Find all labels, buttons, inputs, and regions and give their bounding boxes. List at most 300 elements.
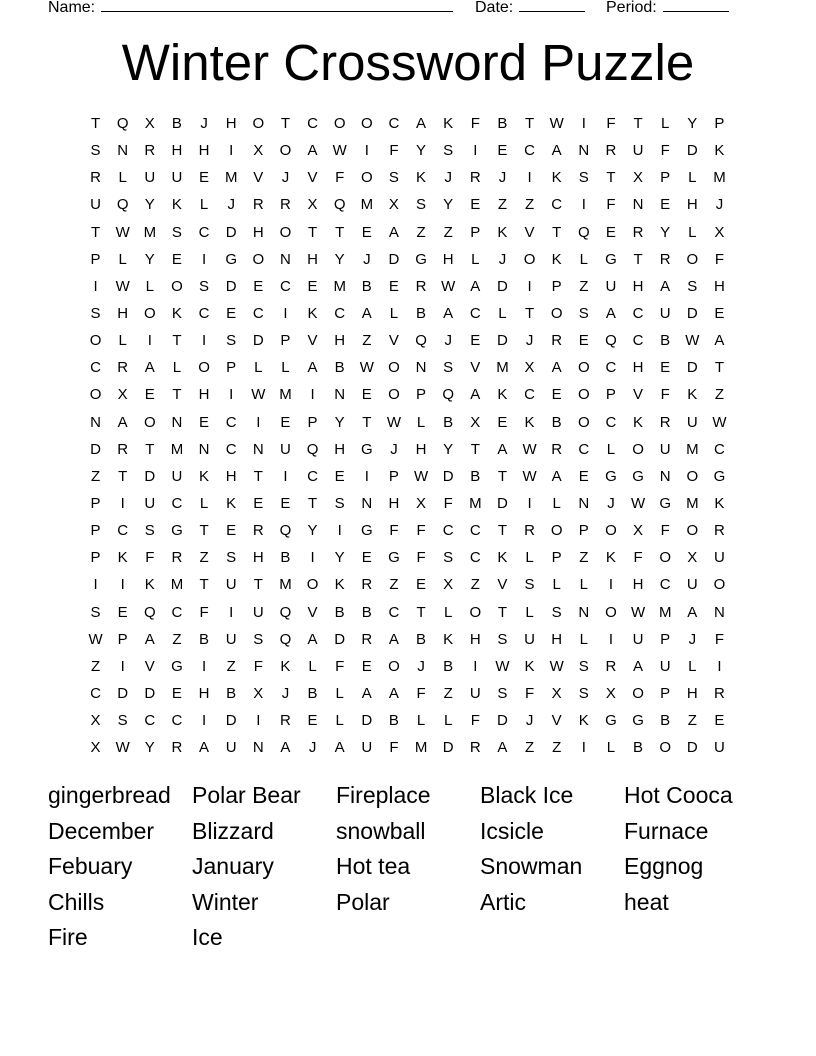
grid-letter[interactable]: S xyxy=(90,142,101,160)
grid-letter[interactable]: D xyxy=(225,712,237,730)
grid-letter[interactable]: I xyxy=(283,304,288,322)
grid-letter[interactable]: A xyxy=(307,142,318,160)
grid-letter[interactable]: I xyxy=(608,630,614,648)
grid-letter[interactable]: N xyxy=(659,467,671,485)
grid-letter[interactable]: L xyxy=(254,359,263,377)
grid-letter[interactable]: E xyxy=(307,277,318,295)
grid-letter[interactable]: W xyxy=(413,467,429,485)
grid-letter[interactable]: I xyxy=(201,657,207,675)
grid-letter[interactable]: W xyxy=(495,657,510,675)
grid-letter[interactable]: S xyxy=(497,684,508,702)
grid-letter[interactable]: J xyxy=(444,169,452,187)
grid-letter[interactable]: Z xyxy=(714,386,725,404)
grid-letter[interactable]: C xyxy=(117,522,129,540)
grid-letter[interactable]: D xyxy=(361,712,373,730)
grid-letter[interactable]: O xyxy=(360,169,373,187)
grid-letter[interactable]: B xyxy=(334,603,345,621)
grid-letter[interactable]: L xyxy=(281,359,290,377)
grid-letter[interactable]: E xyxy=(714,712,725,730)
grid-letter[interactable]: E xyxy=(117,603,128,621)
grid-letter[interactable]: I xyxy=(364,142,369,160)
grid-letter[interactable]: E xyxy=(199,169,210,187)
grid-letter[interactable]: A xyxy=(497,440,508,458)
grid-letter[interactable]: X xyxy=(307,196,318,214)
grid-letter[interactable]: T xyxy=(633,250,643,268)
grid-letter[interactable]: G xyxy=(360,522,373,540)
grid-letter[interactable]: P xyxy=(660,684,671,702)
grid-letter[interactable]: N xyxy=(578,603,590,621)
grid-letter[interactable]: R xyxy=(469,739,481,757)
grid-letter[interactable]: H xyxy=(714,277,725,295)
grid-letter[interactable]: D xyxy=(686,304,698,322)
grid-letter[interactable]: H xyxy=(632,277,644,295)
grid-letter[interactable]: K xyxy=(443,115,454,132)
grid-letter[interactable]: A xyxy=(551,467,562,485)
grid-letter[interactable]: C xyxy=(171,712,183,730)
grid-letter[interactable]: L xyxy=(145,277,154,295)
grid-letter[interactable]: S xyxy=(90,304,101,322)
grid-letter[interactable]: Z xyxy=(579,277,589,295)
grid-letter[interactable]: H xyxy=(686,196,698,214)
grid-letter[interactable]: X xyxy=(687,549,698,567)
grid-letter[interactable]: L xyxy=(579,250,588,268)
grid-letter[interactable]: F xyxy=(253,657,263,675)
grid-letter[interactable]: E xyxy=(470,196,481,214)
grid-letter[interactable]: O xyxy=(360,115,373,132)
grid-letter[interactable]: M xyxy=(333,277,346,295)
grid-letter[interactable]: M xyxy=(658,603,672,621)
grid-letter[interactable]: C xyxy=(524,386,535,404)
grid-letter[interactable]: S xyxy=(226,332,237,350)
grid-letter[interactable]: N xyxy=(415,359,427,377)
grid-letter[interactable]: D xyxy=(144,467,156,485)
grid-letter[interactable]: T xyxy=(524,115,535,132)
grid-letter[interactable]: H xyxy=(198,684,210,702)
grid-letter[interactable]: R xyxy=(524,522,535,540)
grid-letter[interactable]: G xyxy=(171,522,183,540)
grid-letter[interactable]: Y xyxy=(334,250,345,268)
grid-letter[interactable]: I xyxy=(201,712,207,730)
grid-letter[interactable]: M xyxy=(414,739,428,757)
grid-letter[interactable]: A xyxy=(633,657,644,675)
grid-letter[interactable]: X xyxy=(714,223,725,241)
grid-letter[interactable]: B xyxy=(443,657,454,675)
grid-letter[interactable]: I xyxy=(120,576,125,594)
grid-letter[interactable]: D xyxy=(497,494,508,512)
grid-letter[interactable]: M xyxy=(279,386,292,404)
grid-letter[interactable]: E xyxy=(226,304,237,322)
grid-letter[interactable]: V xyxy=(307,169,318,187)
grid-letter[interactable]: I xyxy=(527,169,532,187)
grid-letter[interactable]: R xyxy=(117,440,129,458)
grid-letter[interactable]: L xyxy=(579,630,588,648)
grid-letter[interactable]: F xyxy=(416,684,426,702)
grid-letter[interactable]: I xyxy=(527,277,532,295)
grid-letter[interactable]: R xyxy=(252,522,264,540)
grid-letter[interactable]: I xyxy=(473,657,478,675)
grid-letter[interactable]: P xyxy=(578,522,589,540)
grid-letter[interactable]: I xyxy=(527,494,532,512)
grid-letter[interactable]: B xyxy=(443,413,454,431)
grid-letter[interactable]: E xyxy=(578,332,589,350)
grid-letter[interactable]: Q xyxy=(306,440,319,458)
grid-letter[interactable]: A xyxy=(388,684,399,702)
grid-letter[interactable]: E xyxy=(253,277,264,295)
grid-letter[interactable]: D xyxy=(252,332,264,350)
grid-letter[interactable]: T xyxy=(90,223,101,241)
grid-letter[interactable]: F xyxy=(389,522,399,540)
grid-letter[interactable]: Z xyxy=(199,549,209,567)
grid-letter[interactable]: N xyxy=(714,603,725,621)
grid-letter[interactable]: M xyxy=(686,440,699,458)
grid-letter[interactable]: V xyxy=(144,657,155,675)
grid-letter[interactable]: I xyxy=(581,115,586,132)
grid-letter[interactable]: T xyxy=(307,223,318,241)
grid-letter[interactable]: M xyxy=(224,169,238,187)
grid-letter[interactable]: J xyxy=(227,196,235,214)
grid-letter[interactable]: A xyxy=(307,630,318,648)
grid-letter[interactable]: K xyxy=(171,196,182,214)
grid-letter[interactable]: A xyxy=(144,630,155,648)
grid-letter[interactable]: F xyxy=(335,657,345,675)
grid-letter[interactable]: K xyxy=(307,304,318,322)
grid-letter[interactable]: K xyxy=(497,386,508,404)
grid-letter[interactable]: T xyxy=(172,332,182,350)
grid-letter[interactable]: R xyxy=(659,413,671,431)
grid-letter[interactable]: Y xyxy=(660,223,671,241)
grid-letter[interactable]: N xyxy=(334,386,346,404)
grid-letter[interactable]: F xyxy=(606,196,616,214)
grid-letter[interactable]: X xyxy=(633,522,644,540)
grid-letter[interactable]: N xyxy=(198,440,210,458)
grid-letter[interactable]: V xyxy=(551,712,562,730)
grid-letter[interactable]: F xyxy=(389,739,399,757)
grid-letter[interactable]: E xyxy=(307,712,318,730)
grid-letter[interactable]: U xyxy=(659,657,671,675)
grid-letter[interactable]: L xyxy=(118,250,127,268)
grid-letter[interactable]: R xyxy=(90,169,101,187)
grid-letter[interactable]: E xyxy=(605,223,616,241)
grid-letter[interactable]: I xyxy=(310,386,315,404)
grid-letter[interactable]: Z xyxy=(552,739,562,757)
grid-letter[interactable]: L xyxy=(606,440,616,458)
grid-letter[interactable]: Y xyxy=(443,440,454,458)
grid-letter[interactable]: H xyxy=(469,630,481,648)
grid-letter[interactable]: M xyxy=(279,576,292,594)
grid-letter[interactable]: R xyxy=(714,522,725,540)
grid-letter[interactable]: O xyxy=(550,522,563,540)
grid-letter[interactable]: U xyxy=(171,169,183,187)
grid-letter[interactable]: R xyxy=(252,196,264,214)
grid-letter[interactable]: H xyxy=(686,684,698,702)
grid-letter[interactable]: O xyxy=(523,250,536,268)
grid-letter[interactable]: Z xyxy=(416,223,426,241)
grid-letter[interactable]: Y xyxy=(334,413,345,431)
grid-letter[interactable]: R xyxy=(415,277,427,295)
grid-letter[interactable]: D xyxy=(497,332,508,350)
grid-letter[interactable]: W xyxy=(712,413,727,431)
grid-letter[interactable]: W xyxy=(386,413,402,431)
grid-letter[interactable]: X xyxy=(388,196,399,214)
grid-letter[interactable]: M xyxy=(170,576,184,594)
grid-letter[interactable]: B xyxy=(361,603,372,621)
grid-letter[interactable]: T xyxy=(199,576,209,594)
grid-letter[interactable]: H xyxy=(252,223,264,241)
grid-letter[interactable]: D xyxy=(442,467,454,485)
grid-letter[interactable]: A xyxy=(280,739,291,757)
grid-letter[interactable]: U xyxy=(686,576,698,594)
grid-letter[interactable]: M xyxy=(469,494,482,512)
grid-letter[interactable]: U xyxy=(632,630,644,648)
grid-letter[interactable]: C xyxy=(605,359,617,377)
grid-letter[interactable]: G xyxy=(388,549,400,567)
grid-letter[interactable]: F xyxy=(524,684,535,702)
grid-letter[interactable]: R xyxy=(632,223,644,241)
grid-letter[interactable]: W xyxy=(332,142,347,160)
grid-letter[interactable]: L xyxy=(552,576,561,594)
grid-letter[interactable]: U xyxy=(90,196,101,214)
grid-letter[interactable]: Z xyxy=(90,657,101,675)
grid-letter[interactable]: V xyxy=(497,576,508,594)
grid-letter[interactable]: P xyxy=(551,549,562,567)
grid-letter[interactable]: N xyxy=(252,739,264,757)
grid-letter[interactable]: O xyxy=(279,142,292,160)
grid-letter[interactable]: X xyxy=(551,684,562,702)
grid-letter[interactable]: E xyxy=(280,494,291,512)
grid-letter[interactable]: L xyxy=(118,169,127,187)
grid-letter[interactable]: G xyxy=(632,467,644,485)
grid-letter[interactable]: Y xyxy=(144,739,155,757)
grid-letter[interactable]: X xyxy=(470,413,481,431)
grid-letter[interactable]: I xyxy=(229,603,234,621)
grid-letter[interactable]: Q xyxy=(279,630,292,648)
grid-letter[interactable]: U xyxy=(469,684,481,702)
grid-letter[interactable]: U xyxy=(144,494,156,512)
grid-letter[interactable]: C xyxy=(90,684,101,702)
grid-letter[interactable]: T xyxy=(497,522,508,540)
grid-letter[interactable]: E xyxy=(660,359,671,377)
grid-letter[interactable]: T xyxy=(253,576,263,594)
grid-letter[interactable]: A xyxy=(687,603,698,621)
grid-letter[interactable]: O xyxy=(577,413,590,431)
grid-letter[interactable]: E xyxy=(497,142,508,160)
grid-letter[interactable]: Z xyxy=(172,630,182,648)
grid-letter[interactable]: W xyxy=(522,440,537,458)
grid-letter[interactable]: Z xyxy=(497,196,508,214)
grid-letter[interactable]: L xyxy=(308,657,317,675)
grid-letter[interactable]: I xyxy=(229,386,234,404)
grid-letter[interactable]: C xyxy=(307,467,318,485)
grid-letter[interactable]: M xyxy=(170,440,184,458)
grid-letter[interactable]: N xyxy=(578,494,590,512)
grid-letter[interactable]: C xyxy=(198,223,210,241)
grid-letter[interactable]: A xyxy=(307,359,318,377)
grid-letter[interactable]: V xyxy=(524,223,535,241)
grid-letter[interactable]: E xyxy=(497,413,508,431)
grid-letter[interactable]: M xyxy=(713,169,726,187)
grid-letter[interactable]: E xyxy=(226,522,237,540)
grid-letter[interactable]: H xyxy=(632,359,644,377)
grid-letter[interactable]: P xyxy=(90,494,101,512)
grid-letter[interactable]: O xyxy=(143,304,156,322)
grid-letter[interactable]: K xyxy=(334,576,345,594)
grid-letter[interactable]: T xyxy=(470,440,480,458)
grid-letter[interactable]: U xyxy=(144,169,156,187)
grid-letter[interactable]: X xyxy=(253,142,264,160)
grid-letter[interactable]: V xyxy=(253,169,264,187)
grid-letter[interactable]: U xyxy=(605,277,617,295)
grid-letter[interactable]: Q xyxy=(279,603,292,621)
grid-letter[interactable]: O xyxy=(252,115,265,132)
grid-letter[interactable]: H xyxy=(388,494,400,512)
grid-letter[interactable]: F xyxy=(416,522,426,540)
grid-letter[interactable]: Z xyxy=(579,549,589,567)
grid-letter[interactable]: F xyxy=(470,712,480,730)
grid-letter[interactable]: S xyxy=(687,277,698,295)
grid-letter[interactable]: T xyxy=(335,223,345,241)
grid-letter[interactable]: C xyxy=(252,304,264,322)
grid-letter[interactable]: A xyxy=(199,739,210,757)
grid-letter[interactable]: S xyxy=(443,359,454,377)
grid-letter[interactable]: L xyxy=(606,739,616,757)
grid-letter[interactable]: R xyxy=(659,250,671,268)
grid-letter[interactable]: H xyxy=(307,250,318,268)
grid-letter[interactable]: A xyxy=(334,739,345,757)
grid-letter[interactable]: B xyxy=(416,304,427,322)
grid-letter[interactable]: U xyxy=(280,440,291,458)
grid-letter[interactable]: J xyxy=(525,712,534,730)
grid-letter[interactable]: I xyxy=(120,494,125,512)
grid-letter[interactable]: O xyxy=(577,386,590,404)
grid-letter[interactable]: D xyxy=(497,712,508,730)
grid-letter[interactable]: E xyxy=(714,304,725,322)
grid-letter[interactable]: D xyxy=(334,630,346,648)
grid-letter[interactable]: X xyxy=(117,386,128,404)
grid-letter[interactable]: W xyxy=(522,467,537,485)
grid-letter[interactable]: C xyxy=(632,332,644,350)
grid-letter[interactable]: U xyxy=(361,739,373,757)
grid-letter[interactable]: O xyxy=(388,386,400,404)
grid-letter[interactable]: N xyxy=(280,250,291,268)
grid-letter[interactable]: F xyxy=(145,549,155,567)
grid-letter[interactable]: H xyxy=(334,332,346,350)
grid-letter[interactable]: L xyxy=(199,196,209,214)
grid-letter[interactable]: U xyxy=(686,413,698,431)
grid-letter[interactable]: Q xyxy=(143,603,156,621)
grid-letter[interactable]: S xyxy=(551,603,562,621)
grid-letter[interactable]: E xyxy=(199,413,210,431)
grid-letter[interactable]: W xyxy=(630,494,646,512)
grid-letter[interactable]: R xyxy=(144,142,156,160)
grid-letter[interactable]: T xyxy=(714,359,725,377)
grid-letter[interactable]: R xyxy=(551,332,563,350)
grid-letter[interactable]: R xyxy=(605,657,617,675)
grid-letter[interactable]: O xyxy=(198,359,210,377)
grid-letter[interactable]: H xyxy=(442,250,454,268)
grid-letter[interactable]: B xyxy=(551,413,562,431)
grid-letter[interactable]: H xyxy=(632,576,644,594)
grid-letter[interactable]: I xyxy=(310,549,315,567)
grid-letter[interactable]: Y xyxy=(334,549,345,567)
grid-letter[interactable]: K xyxy=(551,250,562,268)
grid-letter[interactable]: F xyxy=(714,250,725,268)
grid-letter[interactable]: N xyxy=(578,142,590,160)
grid-letter[interactable]: L xyxy=(688,169,697,187)
grid-letter[interactable]: T xyxy=(145,440,155,458)
grid-letter[interactable]: A xyxy=(714,332,725,350)
grid-letter[interactable]: K xyxy=(497,223,508,241)
grid-letter[interactable]: L xyxy=(335,712,344,730)
grid-letter[interactable]: U xyxy=(252,603,264,621)
grid-letter[interactable]: T xyxy=(497,467,508,485)
grid-letter[interactable]: F xyxy=(714,630,725,648)
grid-letter[interactable]: J xyxy=(308,739,317,757)
grid-letter[interactable]: T xyxy=(253,467,263,485)
grid-letter[interactable]: O xyxy=(306,576,319,594)
grid-letter[interactable]: Z xyxy=(443,223,453,241)
grid-letter[interactable]: V xyxy=(307,332,318,350)
grid-letter[interactable]: I xyxy=(93,576,98,594)
grid-letter[interactable]: K xyxy=(633,413,644,431)
grid-letter[interactable]: W xyxy=(115,223,130,241)
grid-letter[interactable]: O xyxy=(279,223,292,241)
grid-letter[interactable]: O xyxy=(632,684,644,702)
grid-letter[interactable]: O xyxy=(713,576,726,594)
grid-letter[interactable]: S xyxy=(578,657,589,675)
grid-letter[interactable]: S xyxy=(443,549,454,567)
grid-letter[interactable]: H xyxy=(252,549,264,567)
grid-letter[interactable]: I xyxy=(147,332,152,350)
grid-letter[interactable]: E xyxy=(470,332,481,350)
grid-letter[interactable]: P xyxy=(226,359,237,377)
grid-letter[interactable]: V xyxy=(470,359,481,377)
grid-letter[interactable]: T xyxy=(90,115,101,132)
grid-letter[interactable]: P xyxy=(90,549,101,567)
grid-letter[interactable]: J xyxy=(498,250,507,268)
grid-letter[interactable]: F xyxy=(335,169,345,187)
name-field[interactable] xyxy=(48,0,453,17)
grid-letter[interactable]: C xyxy=(469,549,481,567)
grid-letter[interactable]: E xyxy=(144,386,155,404)
grid-letter[interactable]: F xyxy=(660,142,670,160)
grid-letter[interactable]: U xyxy=(659,304,671,322)
grid-letter[interactable]: E xyxy=(171,684,182,702)
grid-letter[interactable]: L xyxy=(389,304,399,322)
grid-letter[interactable]: D xyxy=(225,277,237,295)
grid-letter[interactable]: I xyxy=(608,576,614,594)
grid-letter[interactable]: A xyxy=(361,304,372,322)
grid-letter[interactable]: Q xyxy=(442,386,455,404)
grid-letter[interactable]: X xyxy=(253,684,264,702)
grid-letter[interactable]: D xyxy=(144,684,156,702)
grid-letter[interactable]: G xyxy=(605,712,617,730)
grid-letter[interactable]: B xyxy=(633,739,644,757)
grid-letter[interactable]: D xyxy=(90,440,101,458)
grid-letter[interactable]: Q xyxy=(415,332,427,350)
grid-letter[interactable]: K xyxy=(171,304,182,322)
grid-letter[interactable]: P xyxy=(470,223,481,241)
grid-letter[interactable]: C xyxy=(442,522,454,540)
grid-letter[interactable]: B xyxy=(226,684,237,702)
grid-letter[interactable]: P xyxy=(660,630,671,648)
grid-letter[interactable]: B xyxy=(416,630,427,648)
grid-letter[interactable]: D xyxy=(686,739,698,757)
grid-letter[interactable]: O xyxy=(632,440,644,458)
grid-letter[interactable]: O xyxy=(605,603,617,621)
grid-letter[interactable]: S xyxy=(334,494,345,512)
grid-letter[interactable]: P xyxy=(714,115,725,132)
grid-letter[interactable]: P xyxy=(280,332,291,350)
